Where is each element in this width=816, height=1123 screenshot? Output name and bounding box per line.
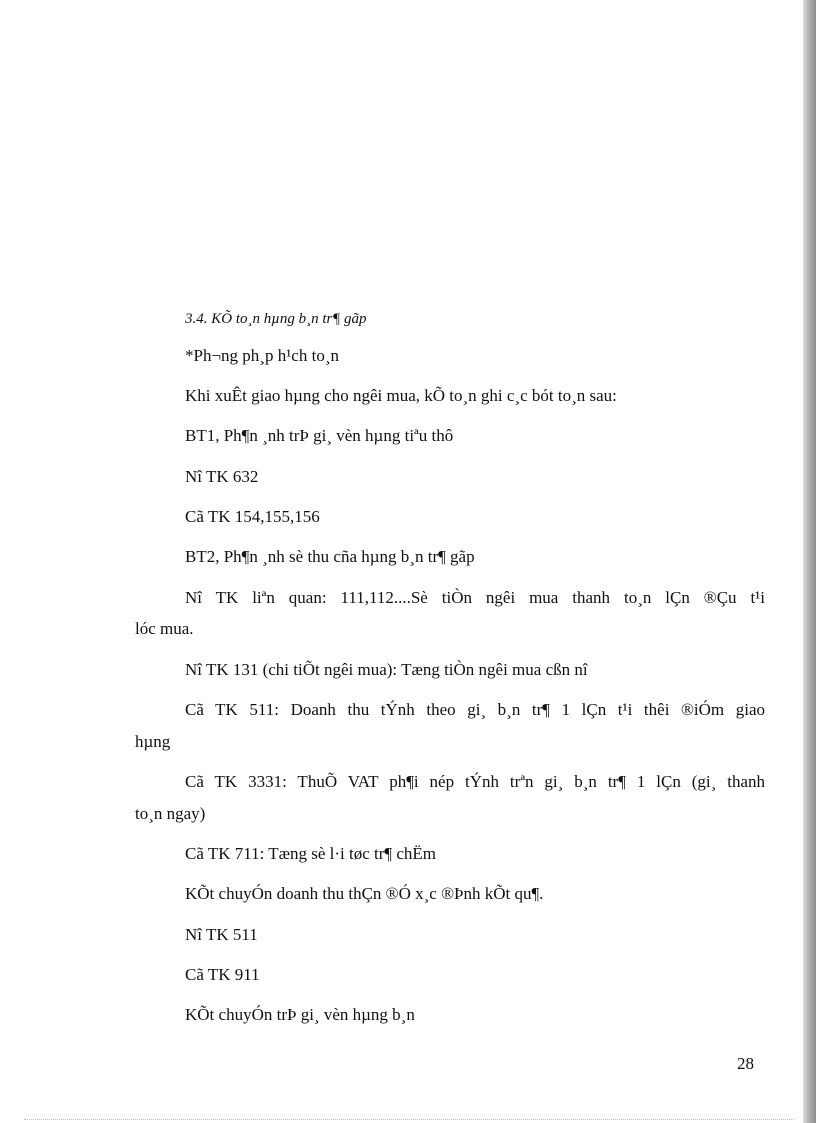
paragraph-credit-911: Cã TK 911: [185, 965, 260, 984]
paragraph-method: *Ph¬ng ph¸p h¹ch to¸n: [185, 346, 339, 365]
paragraph-transfer-cost: KÕt chuyÓn trÞ gi¸ vèn hµng b¸n: [185, 1005, 415, 1024]
paragraph-credit-3331-cont: to¸n ngay): [135, 804, 206, 823]
paragraph-bt1: BT1, Ph¶n ¸nh trÞ gi¸ vèn hµng tiªu thô: [185, 426, 454, 445]
paragraph-debit-related-cont: lóc mua.: [135, 619, 194, 638]
paragraph-bt2: BT2, Ph¶n ¸nh sè thu cña hµng b¸n tr¶ gãp: [185, 547, 475, 566]
paragraph-debit-related: Nî TK liªn quan: 111,112....Sè tiÒn ngêi mua thanh to¸n lÇn ®Çu t¹i: [185, 588, 765, 607]
bottom-dotted-rule: [24, 1119, 794, 1120]
section-heading: 3.4. KÕ to¸n hµng b¸n tr¶ gãp: [185, 311, 367, 327]
paragraph-intro: Khi xuÊt giao hµng cho ngêi mua, kÕ to¸n ghi c¸c bót to¸n sau:: [185, 386, 617, 405]
paragraph-credit-3331: Cã TK 3331: ThuÕ VAT ph¶i nép tÝnh trªn gi¸ b¸n tr¶ 1 lÇn (gi¸ thanh: [185, 772, 765, 791]
paragraph-debit-511: Nî TK 511: [185, 925, 258, 944]
page-number: 28: [737, 1054, 754, 1073]
paragraph-credit-511-cont: hµng: [135, 732, 171, 751]
paragraph-debit-632: Nî TK 632: [185, 467, 259, 486]
paragraph-credit-511: Cã TK 511: Doanh thu tÝnh theo gi¸ b¸n tr¶ 1 lÇn t¹i thêi ®iÓm giao: [185, 700, 765, 719]
paragraph-transfer-revenue: KÕt chuyÓn doanh thu thÇn ®Ó x¸c ®Þnh kÕt qu¶.: [185, 884, 544, 903]
paragraph-credit-711: Cã TK 711: Tæng sè l·i tøc tr¶ chËm: [185, 844, 437, 863]
paragraph-debit-131: Nî TK 131 (chi tiÕt ngêi mua): Tæng tiÒn ngêi mua cßn nî: [185, 660, 588, 679]
page-edge-shadow: [803, 0, 816, 1123]
paragraph-credit-154: Cã TK 154,155,156: [185, 507, 320, 526]
